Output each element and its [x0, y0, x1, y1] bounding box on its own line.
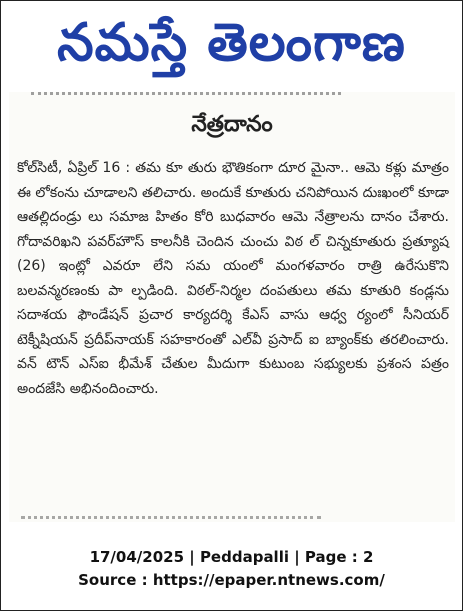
footer-date-edition-page: 17/04/2025 | Peddapalli | Page : 2 — [89, 548, 374, 566]
article-headline: నేత్రదానం — [191, 112, 273, 137]
article-body — [17, 156, 449, 401]
newspaper-masthead: నమస్తే తెలంగాణ — [57, 12, 406, 73]
news-clipping — [9, 92, 455, 522]
article-paragraph: కోల్‌సిటీ, ఏప్రిల్ 16 : తమ కూ తురు భౌతికంగా దూర మైనా.. ఆమె కళ్లు మాత్రం ఈ లోకంను చూడాలని తలిచారు. అందుకే కూతురు చనిపోయిన దుఃఖంలో కూడా ఆతల్లిదండ్రు లు సమాజ హితం కోరి బుధవారం ఆమె నేత్రాలను దానం చేశారు. గోదావరిఖని పవర్‌హౌస్ కాలనీకి చెందిన చుంచు విఠ ల్ చిన్నకూతురు ప్రత్యూష (26) ఇంట్లో ఎవరూ లేని సమ యంలో మంగళవారం రాత్రి ఉరేసుకొని బలవన్మరణంకు పా ల్పడింది. విఠల్-నిర్మల దంపతులు తమ కూతురి కండ్లను సదాశయ ఫౌండేషన్ ప్రచార కార్యదర్శి కేఎస్ వాసు ఆధ్వ ర్యంలో సీనియర్ టెక్నీషియన్ ప్రదీప్‌నాయక్ సహకారంతో ఎల్‌వీ ప్రసాద్ ఐ బ్యాంక్‌కు తరలించారు. వన్ టౌన్ ఎస్ఐ భీమేశ్ చేతుల మీదుగా కుటుంబ సభ్యులకు ప్రశంస పత్రం అందజేసి అభినందించారు. — [17, 160, 449, 397]
clipping-cut-edge-bottom — [21, 516, 321, 522]
clipping-cut-edge-top — [31, 92, 341, 103]
footer-source-link[interactable]: Source : https://epaper.ntnews.com/ — [78, 571, 385, 589]
